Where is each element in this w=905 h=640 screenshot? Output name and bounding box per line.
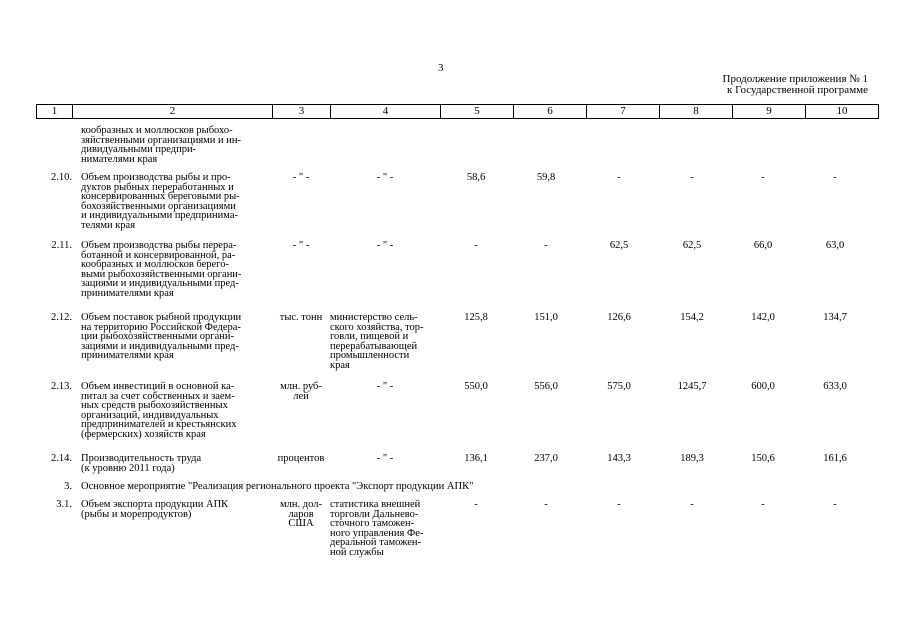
indicator-name xyxy=(81,500,271,519)
indicator-name-line: кообразных и моллюсков рыбохо- xyxy=(81,125,233,136)
indicator-name-line: (к уровню 2011 года) xyxy=(81,462,175,474)
indicator-name-line: кообразных и моллюсков берего- xyxy=(81,259,229,271)
source-line: ной службы xyxy=(330,546,384,558)
indicator-name-line: ции рыбохозяйственными органи- xyxy=(81,331,235,343)
page-number: 3 xyxy=(438,62,444,74)
value-col-5: 136,1 xyxy=(464,453,488,464)
indicator-name xyxy=(81,382,271,440)
source-line: края xyxy=(330,359,350,371)
indicator-name xyxy=(81,313,271,361)
unit-line: лей xyxy=(293,390,309,402)
unit-line: США xyxy=(288,518,314,530)
header-col-5: 5 xyxy=(441,105,514,119)
value-col-7: 126,6 xyxy=(607,312,631,323)
value-col-5: - xyxy=(474,499,478,510)
indicator-name-line: зациями и индивидуальными пред- xyxy=(81,340,239,352)
indicator-name xyxy=(81,241,271,299)
indicator-name-line: Объем производства рыбы и про- xyxy=(81,172,231,183)
row-number: 2.11. xyxy=(51,240,72,251)
indicator-name-line: нимателями края xyxy=(81,153,158,165)
header-col-3: 3 xyxy=(273,105,331,119)
source xyxy=(330,454,440,464)
value-col-9: 600,0 xyxy=(751,381,775,392)
row-number: 2.13. xyxy=(51,381,72,392)
unit xyxy=(272,173,330,183)
appendix-caption xyxy=(723,74,868,96)
unit xyxy=(272,454,330,464)
indicator-name-line: Объем инвестиций в основной ка- xyxy=(81,381,235,392)
header-col-8: 8 xyxy=(660,105,733,119)
value-col-10: 134,7 xyxy=(823,312,847,323)
source-line: говли, пищевой и xyxy=(330,331,409,343)
unit-line: - " - xyxy=(292,240,310,251)
value-col-6: 237,0 xyxy=(534,453,558,464)
value-col-6: 151,0 xyxy=(534,312,558,323)
indicator-name-line: зяйственными организациями и ин- xyxy=(81,134,242,146)
source xyxy=(330,241,440,251)
indicator-name-line: (фермерских) хозяйств края xyxy=(81,428,206,440)
indicator-name-line: на территорию Российской Федера- xyxy=(81,321,241,333)
source xyxy=(330,382,440,392)
value-col-5: - xyxy=(474,240,478,251)
indicator-name-line: Объем поставок рыбной продукции xyxy=(81,312,242,323)
unit xyxy=(272,382,330,401)
indicator-name-line: консервированных береговыми ры- xyxy=(81,191,240,203)
value-col-9: - xyxy=(761,172,765,183)
row-number: 2.14. xyxy=(51,453,72,464)
indicator-name-line: Производительность труда xyxy=(81,453,202,464)
value-col-8: - xyxy=(690,172,694,183)
indicator-name-line: Объем производства рыбы перера- xyxy=(81,240,237,251)
indicator-name-line: организаций, индивидуальных xyxy=(81,409,219,421)
unit-line: тыс. тонн xyxy=(279,312,323,323)
value-col-7: 143,3 xyxy=(607,453,631,464)
unit-line: млн. руб- xyxy=(280,381,322,392)
source-line: перерабатывающей xyxy=(330,340,418,352)
unit xyxy=(272,241,330,251)
indicator-name xyxy=(81,126,271,164)
value-col-6: 59,8 xyxy=(536,172,556,183)
indicator-name-line: предпринимателей и крестьянских xyxy=(81,419,237,431)
unit-line: ларов xyxy=(288,508,314,520)
value-col-7: - xyxy=(617,172,621,183)
appendix-line-2: к Государственной программе xyxy=(727,84,868,96)
value-col-7: 62,5 xyxy=(609,240,629,251)
value-col-10: 63,0 xyxy=(825,240,845,251)
source-line: торговли Дальнево- xyxy=(330,508,419,520)
row-number: 2.12. xyxy=(51,312,72,323)
source-line: - " - xyxy=(376,453,394,464)
row-number: 2.10. xyxy=(51,172,72,183)
value-col-9: 150,6 xyxy=(751,453,775,464)
source-line: - " - xyxy=(376,240,394,251)
indicator-name-line: Объем экспорта продукции АПК xyxy=(81,499,229,510)
value-col-9: 66,0 xyxy=(753,240,773,251)
unit-line: процентов xyxy=(277,453,325,464)
section-title: Основное мероприятие "Реализация регионального проекта "Экспорт продукции АПК" xyxy=(81,481,474,492)
source xyxy=(330,500,440,558)
indicator-name-line: ботанной и консервированной, ра- xyxy=(81,249,236,261)
unit-line: - " - xyxy=(292,172,310,183)
indicator-name-line: принимателями края xyxy=(81,287,174,299)
column-number-header xyxy=(36,104,879,119)
indicator-name-line: принимателями края xyxy=(81,350,174,362)
indicator-name-line: (рыбы и морепродуктов) xyxy=(81,508,192,520)
source-line: сточного таможен- xyxy=(330,518,415,530)
source-line: ного управления Фе- xyxy=(330,527,424,539)
section-number: 3. xyxy=(64,481,72,492)
appendix-line-1: Продолжение приложения № 1 xyxy=(722,73,868,85)
indicator-name-line: дивидуальными предпри- xyxy=(81,144,197,156)
row-number: 3.1. xyxy=(56,499,72,510)
value-col-10: 161,6 xyxy=(823,453,847,464)
value-col-7: 575,0 xyxy=(607,381,631,392)
indicator-name-line: выми рыбохозяйственными органи- xyxy=(81,268,242,280)
header-col-10: 10 xyxy=(806,105,879,119)
source-line: деральной таможен- xyxy=(330,537,422,549)
value-col-8: - xyxy=(690,499,694,510)
unit xyxy=(272,313,330,323)
source-line: статистика внешней xyxy=(330,499,421,510)
indicator-name-line: и индивидуальными предпринима- xyxy=(81,210,239,222)
indicator-name xyxy=(81,173,271,231)
value-col-8: 189,3 xyxy=(680,453,704,464)
indicator-name-line: дуктов рыбных переработанных и xyxy=(81,181,234,193)
header-col-2: 2 xyxy=(73,105,273,119)
header-col-6: 6 xyxy=(514,105,587,119)
unit-line: млн. дол- xyxy=(280,499,322,510)
source-line: - " - xyxy=(376,381,394,392)
header-col-1: 1 xyxy=(37,105,73,119)
value-col-5: 58,6 xyxy=(466,172,486,183)
value-col-5: 550,0 xyxy=(464,381,488,392)
source-line: промышленности xyxy=(330,350,410,362)
indicator-name-line: телями края xyxy=(81,219,136,231)
source xyxy=(330,313,440,371)
unit xyxy=(272,500,330,529)
source-line: министерство сель- xyxy=(330,312,418,323)
value-col-6: - xyxy=(544,240,548,251)
source-line: - " - xyxy=(376,172,394,183)
indicator-name-line: бохозяйственными организациями xyxy=(81,200,236,212)
value-col-9: - xyxy=(761,499,765,510)
value-col-6: - xyxy=(544,499,548,510)
header-col-4: 4 xyxy=(331,105,441,119)
value-col-6: 556,0 xyxy=(534,381,558,392)
header-col-9: 9 xyxy=(733,105,806,119)
indicator-name-line: питал за счет собственных и заем- xyxy=(81,390,235,402)
indicator-name xyxy=(81,454,271,473)
value-col-9: 142,0 xyxy=(751,312,775,323)
value-col-7: - xyxy=(617,499,621,510)
indicator-name-line: зациями и индивидуальными пред- xyxy=(81,278,239,290)
value-col-5: 125,8 xyxy=(464,312,488,323)
header-col-7: 7 xyxy=(587,105,660,119)
value-col-8: 1245,7 xyxy=(677,381,707,392)
value-col-8: 62,5 xyxy=(682,240,702,251)
source-line: ского хозяйства, тор- xyxy=(330,321,424,333)
indicator-name-line: ных средств рыбохозяйственных xyxy=(81,400,228,412)
value-col-10: 633,0 xyxy=(823,381,847,392)
value-col-8: 154,2 xyxy=(680,312,704,323)
source xyxy=(330,173,440,183)
value-col-10: - xyxy=(833,499,837,510)
value-col-10: - xyxy=(833,172,837,183)
